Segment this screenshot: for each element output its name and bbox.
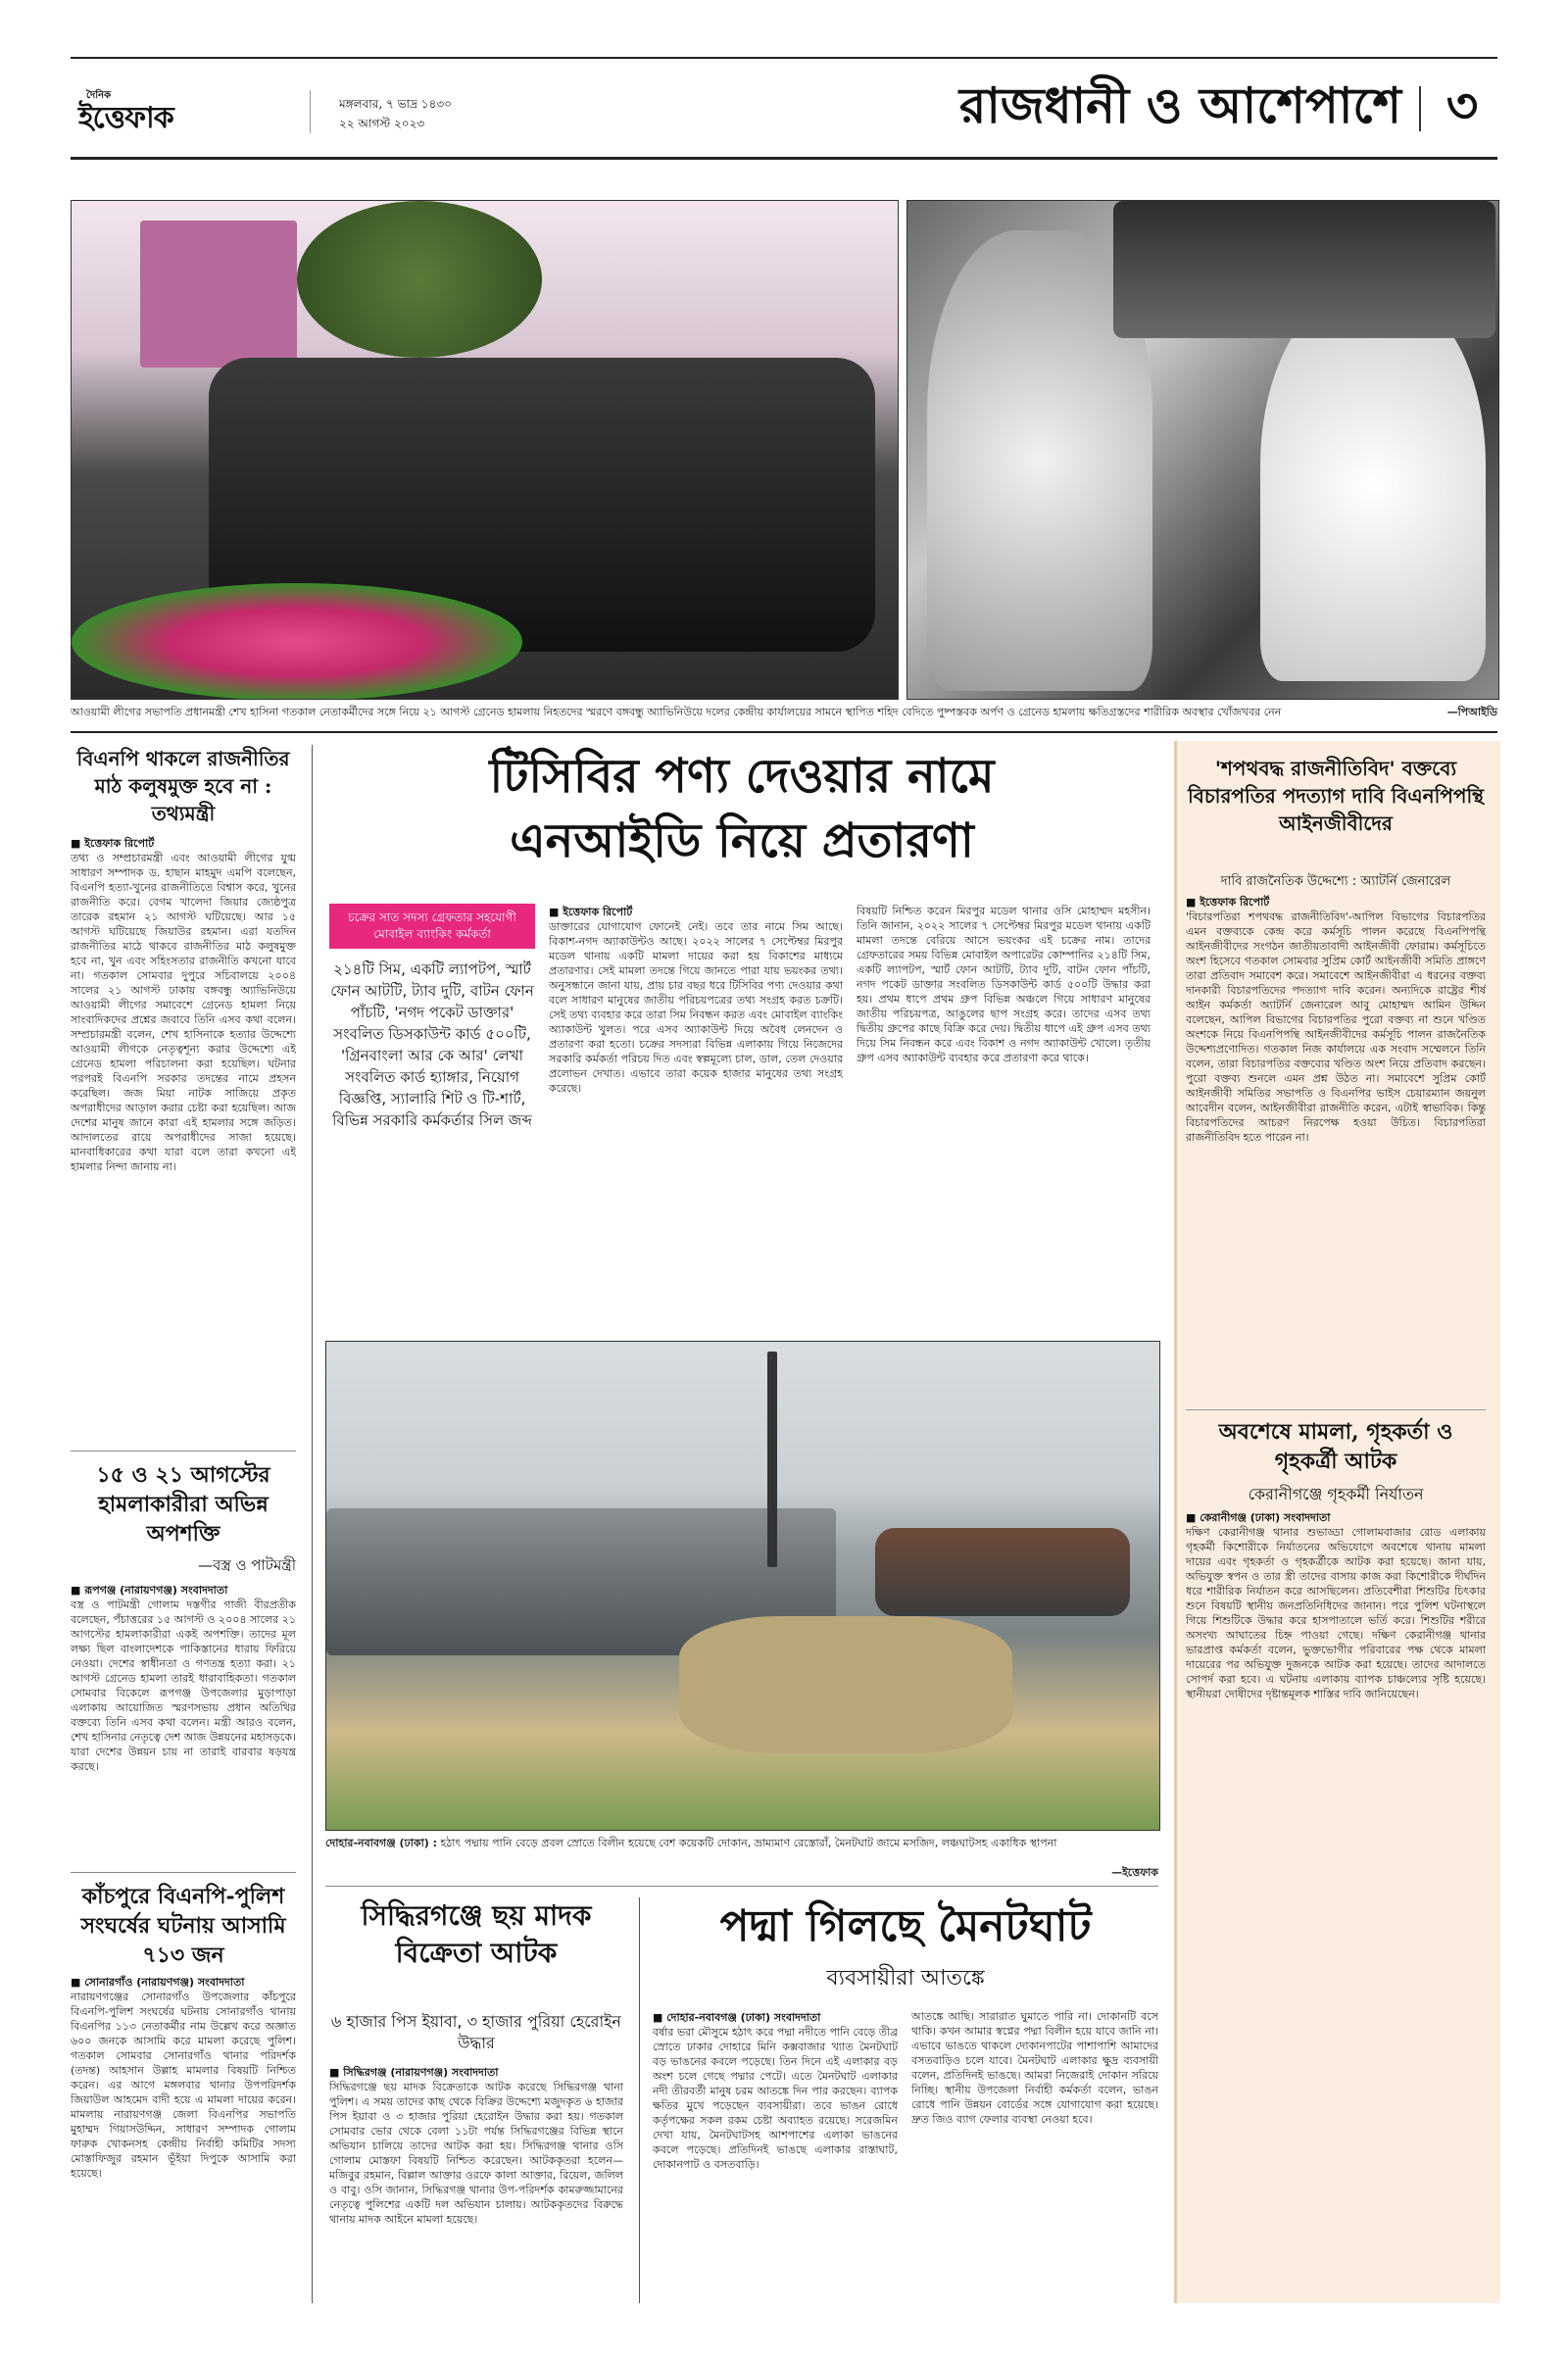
bottom-right-dateline: ■ দোহার-নবাবগঞ্জ (ঢাকা) সংবাদদাতা xyxy=(653,2011,821,2024)
right-article1-sub: দাবি রাজনৈতিক উদ্দেশ্যে : অ্যাটর্নি জেনারেল xyxy=(1220,874,1451,889)
bottom-right-sub: ব্যবসায়ীরা আতঙ্কে xyxy=(826,1966,985,1991)
page-number-divider xyxy=(1419,86,1421,131)
section-title: রাজধানী ও আশেপাশে xyxy=(958,76,1401,134)
lead-box-body: ২১৪টি সিম, একটি ল্যাপটপ, স্মার্ট ফোন আটটি, ট্যাব দুটি, বাটন ফোন পাঁচটি, 'নগদ পকেট ডাক্তার' সংবলিত ডিসকাউন্ট কার্ড ৫০০টি, 'গ্রিনবাংলা আর কে আর' লেখা সংবলিত কার্ড হ্যাঙ্গার, নিয়োগ বিজ্ঞপ্তি, স্যালারি শিট ও টি-শার্ট, বিভিন্ন সরকারি কর্মকর্তার সিল জব্দ xyxy=(330,960,534,1129)
photo-tower xyxy=(767,1352,777,1567)
masthead-divider xyxy=(310,90,311,133)
bottom-divider xyxy=(639,1897,640,2303)
middle-photo-credit: —ইত্তেফাক xyxy=(1111,1866,1158,1879)
photo-bottom-rule xyxy=(71,731,1497,733)
middle-photo-caption-text: হঠাৎ পদ্মায় পানি বেড়ে প্রবল স্রোতে বিলীন হয়েছে বেশ কয়েকটি দোকান, ভ্রাম্যমাণ রেস্তোরাঁ, মৈনটঘাট জামে মসজিদ, লঞ্চঘাটসহ একাধিক স্থাপনা xyxy=(440,1837,1057,1849)
middle-photo-rule xyxy=(325,1886,1158,1887)
photo-tree xyxy=(297,201,542,358)
left-article3-headline: কাঁচপুরে বিএনপি-পুলিশ সংঘর্ষের ঘটনায় আসামি ৭১৩ জন xyxy=(80,1884,286,1968)
photo-broken-embankment xyxy=(679,1616,1012,1753)
lead-headline-line1: টিসিবির পণ্য দেওয়ার নামে xyxy=(489,749,995,804)
bottom-right-headline: পদ্মা গিলছে মৈনটঘাট xyxy=(719,1901,1092,1951)
photo-injured-meeting xyxy=(906,200,1499,700)
masthead-bottom-rule xyxy=(71,157,1497,160)
left-column-divider xyxy=(312,745,313,2303)
middle-photo-caption-place: দোহার-নবাবগঞ্জ (ঢাকা) : xyxy=(325,1837,438,1849)
photo-flower-wreath xyxy=(72,583,522,700)
left-article3-dateline: ■ সোনারগাঁও (নারায়ণগঞ্জ) সংবাদদাতা xyxy=(71,1976,245,1989)
logo-text: ইত্তেফাক xyxy=(78,101,173,135)
bottom-left-sub: ৬ হাজার পিস ইয়াবা, ৩ হাজার পুরিয়া হেরোইন উদ্ধার xyxy=(331,2012,621,2052)
photo-poster xyxy=(140,221,297,368)
lead-highlight-box xyxy=(329,904,535,1315)
date-english: ২২ আগস্ট ২০২৩ xyxy=(339,117,425,130)
bottom-right-body-col2: আতঙ্কে আছি। সারারাত ঘুমাতে পারি না। দোকানটি বসে থাকি। কখন আমার স্বপ্নের পদ্মা বিলীন হয়ে যাবে জানি না। এভাবে ভাঙতে থাকলে দোকানপাটের পাশাপাশি আমাদের বসতবাড়িও চলে যাবে। মৈনটঘাট এলাকার ক্ষুদ্র ব্যবসায়ী বলেন, প্রতিদিনই ভাঙছে। আমরা নিজেরাই দোকান সরিয়ে নিচ্ছি। স্থানীয় উপজেলা নির্বাহী কর্মকর্তা বলেন, ভাঙন রোধে পানি উন্নয়ন বোর্ডের সঙ্গে যোগাযোগ করা হয়েছে। দ্রুত জিও ব্যাগ ফেলার ব্যবস্থা নেওয়া হবে। xyxy=(911,2010,1158,2126)
photo-river-erosion xyxy=(325,1341,1160,1831)
top-photo-caption-text: আওয়ামী লীগের সভাপতি প্রধানমন্ত্রী শেখ হাসিনা গতকাল নেতাকর্মীদের সঙ্গে নিয়ে ২১ আগস্ট গ্রেনেড হামলায় নিহতদের স্মরণে বঙ্গবন্ধু অ্যাভিনিউয়ে দলের কেন্দ্রীয় কার্যালয়ের সামনে স্থাপিত শহিদ বেদিতে পুষ্পস্তবক অর্পণ ও গ্রেনেড হামলায় ক্ষতিগ্রস্তদের শারীরিক অবস্থার খোঁজখবর নেন xyxy=(71,706,1282,718)
right-article2-sub: কেরানীগঞ্জে গৃহকর্মী নির্যাতন xyxy=(1248,1485,1424,1503)
left-article1-dateline: ■ ইত্তেফাক রিপোর্ট xyxy=(71,837,155,850)
photo-crying-woman xyxy=(1260,289,1486,681)
photo-crowd xyxy=(1113,201,1495,338)
left-article1-headline: বিএনপি থাকলে রাজনীতির মাঠ কলুষমুক্ত হবে না : তথ্যমন্ত্রী xyxy=(76,747,290,825)
photo-wreath-laying xyxy=(71,200,899,700)
left-article1-body: তথ্য ও সম্প্রচারমন্ত্রী এবং আওয়ামী লীগের যুগ্ম সাধারণ সম্পাদক ড. হাছান মাহমুদ এমপি বলেছেন, বিএনপি হত্যা-খুনের রাজনীতিতে বিশ্বাস করে, খুনের রাজনীতি করে। বেগম খালেদা জিয়ার জ্যেষ্ঠপুত্র তারেক রহমান ২১ আগস্ট ঘটিয়েছে। আর ১৫ আগস্ট ঘটিয়েছে জিয়াউর রহমান। এরা যতদিন রাজনীতির মাঠে থাকবে রাজনীতির মাঠ কলুষমুক্ত হবে না, খুন এবং সহিংসতার রাজনীতি কখনো যাবে না। গতকাল সোমবার দুপুরে সচিবালয়ে ২০০৪ সালের ২১ আগস্ট ঢাকায় বঙ্গবন্ধু অ্যাভিনিউয়ে আওয়ামী লীগের সমাবেশে গ্রেনেড হামলা নিয়ে সাংবাদিকদের প্রশ্নের জবাবে তিনি এসব কথা বলেন। সম্প্রচারমন্ত্রী বলেন, শেখ হাসিনাকে হত্যার উদ্দেশ্যে আওয়ামী লীগকে নেতৃত্বশূন্য করার উদ্দেশ্যে এই গ্রেনেড হামলা পরিচালনা করা হয়েছিল। ঘটনার পরপরই বিএনপি সরকার তদন্তের নামে প্রহসন করেছিল। জজ মিয়া নাটক সাজিয়ে প্রকৃত অপরাধীদের আড়াল করার চেষ্টা করা হয়েছিল। আজ দেশের মানুষ জানে কারা এই হামলার সঙ্গে জড়িত। আদালতের রায়ে অপরাধীদের সাজা হয়েছে। মানবাধিকারের কথা যারা বলে তারা কখনো এই হামলার নিন্দা জানায় না। xyxy=(71,852,296,1173)
right-article1-dateline: ■ ইত্তেফাক রিপোর্ট xyxy=(1186,896,1270,909)
left-article2-body: বস্ত্র ও পাটমন্ত্রী গোলাম দস্তগীর গাজী বীরপ্রতীক বলেছেন, পঁচাত্তরের ১৫ আগস্ট ও ২০০৪ সালের ২১ আগস্টের হামলাকারীরা একই অপশক্তি। তাদের মূল লক্ষ্য ছিল বাংলাদেশকে পাকিস্তানের ধারায় ফিরিয়ে নেওয়া। দেশের স্বাধীনতা ও গণতন্ত্র হত্যা করা। ২১ আগস্ট গ্রেনেড হামলা তারই ধারাবাহিকতা। গতকাল সোমবার বিকেলে রূপগঞ্জ উপজেলার মুড়াপাড়া এলাকায় আয়োজিত স্মরণসভায় প্রধান অতিথির বক্তব্যে তিনি এসব কথা বলেন। মন্ত্রী আরও বলেন, শেখ হাসিনার নেতৃত্বে দেশ আজ উন্নয়নের মহাসড়কে। যারা দেশের উন্নয়ন চায় না তারাই বারবার ষড়যন্ত্র করছে। xyxy=(71,1599,296,1773)
right-article1-body: 'বিচারপতিরা শপথবদ্ধ রাজনীতিবিদ'-আপিল বিভাগের বিচারপতির এমন বক্তব্যকে কেন্দ্র করে কর্মসূচি পালন করেছে বিএনপিপন্থি আইনজীবীদের সংগঠন জাতীয়তাবাদী আইনজীবী ফোরাম। কর্মসূচিতে অংশ হিসেবে গতকাল সোমবার সুপ্রিম কোর্ট আইনজীবী সমিতি প্রাঙ্গণে তারা প্রতিবাদ সমাবেশ করে। সমাবেশে আইনজীবীরা এ ধরনের বক্তব্য দানকারী বিচারপতিদের পদত্যাগ দাবি করেন। অন্যদিকে রাষ্ট্রের শীর্ষ আইন কর্মকর্তা অ্যাটর্নি জেনারেল আবু মোহাম্মদ আমিন উদ্দিন বলেছেন, আপিল বিভাগের বিচারপতির পুরো বক্তব্য না শুনে খণ্ডিত অংশকে নিয়ে বিএনপিপন্থি আইনজীবীদের কর্মসূচি পালন রাজনৈতিক উদ্দেশ্যপ্রণোদিত। গতকাল নিজ কার্যালয়ে এক সংবাদ সম্মেলনে তিনি বলেন, তারা বিচারপতির বক্তব্যের খণ্ডিত অংশ নিয়ে প্রতিবাদ করছেন। পুরো বক্তব্য শুনলে এমন প্রশ্ন উঠত না। সমাবেশে সুপ্রিম কোর্ট আইনজীবী সমিতির সভাপতি ও বিএনপির ভাইস চেয়ারম্যান জয়নুল আবেদীন বলেন, আইনজীবীরা রাজনীতি করেন, এটাই স্বাভাবিক। কিন্তু বিচারপতিদের আচরণ নিরপেক্ষ হওয়া উচিত। বিচারপতিরা রাজনীতিবিদ হতে পারেন না। xyxy=(1186,910,1486,1144)
photo-crowd-riverbank xyxy=(875,1528,1130,1616)
page-number: ৩ xyxy=(1446,76,1479,134)
logo-small: দৈনিক xyxy=(86,90,112,101)
left-rule-2 xyxy=(71,1872,296,1873)
left-article3-body: নারায়ণগঞ্জের সোনারগাঁও উপজেলার কাঁচপুরে বিএনপি-পুলিশ সংঘর্ষের ঘটনায় সোনারগাঁও থানায় বিএনপির ১১৩ নেতাকর্মীর নাম উল্লেখ করে অজ্ঞাত ৬০০ জনকে আসামি করে মামলা করেছে পুলিশ। গতকাল সোমবার সোনারগাঁও থানার পরিদর্শক (তদন্ত) আহসান উল্লাহ মামলার বিষয়টি নিশ্চিত করেন। এর আগে মঙ্গলবার থানার উপপরিদর্শক জিয়াউল আহমেদ বাদী হয়ে এ মামলা দায়ের করেন। মামলায় নারায়ণগঞ্জ জেলা বিএনপির সভাপতি মুহাম্মদ গিয়াসউদ্দিন, সাধারণ সম্পাদক গোলাম ফারুক খোকনসহ কেন্দ্রীয় নির্বাহী কমিটির সদস্য মোস্তাফিজুর রহমান ভূঁইয়া দিপুকে আসামি করা হয়েছে। xyxy=(71,1991,296,2180)
bottom-left-dateline: ■ সিদ্ধিরগঞ্জ (নারায়ণগঞ্জ) সংবাদদাতা xyxy=(329,2066,499,2079)
masthead-date xyxy=(339,94,452,133)
middle-photo-caption xyxy=(325,1837,1158,1850)
right-article1-headline: 'শপথবদ্ধ রাজনীতিবিদ' বক্তব্যে বিচারপতির পদত্যাগ দাবি বিএনপিপন্থি আইনজীবীদের xyxy=(1187,757,1484,835)
bottom-left-body: সিদ্ধিরগঞ্জে ছয় মাদক বিক্রেতাকে আটক করেছে সিদ্ধিরগঞ্জ থানা পুলিশ। এ সময় তাদের কাছ থেকে বিক্রির উদ্দেশ্যে মজুদকৃত ৬ হাজার পিস ইয়াবা ও ৩ হাজার পুরিয়া হেরোইন উদ্ধার করা হয়। গতকাল সোমবার ভোর থেকে বেলা ১১টা পর্যন্ত সিদ্ধিরগঞ্জের বিভিন্ন স্থানে অভিযান চালিয়ে তাদের আটক করা হয়। সিদ্ধিরগঞ্জ থানার ওসি গোলাম মোস্তফা বিষয়টি নিশ্চিত করেছেন। আটককৃতরা হলেন—মজিবুর রহমান, বিল্লাল আক্তার ওরফে কালা আক্তার, রিয়েল, জলিল ও বাবু। ওসি জানান, সিদ্ধিরগঞ্জ থানার উপ-পরিদর্শক কামরুজ্জামানের নেতৃত্বে পুলিশের একটি দল অভিযান চালায়। আটককৃতদের বিরুদ্ধে থানায় মাদক আইনে মামলা হয়েছে। xyxy=(329,2081,623,2226)
date-bengali: মঙ্গলবার, ৭ ভাদ্র ১৪৩০ xyxy=(339,97,452,111)
left-article2-sub: —বস্ত্র ও পাটমন্ত্রী xyxy=(198,1556,296,1574)
top-photo-caption xyxy=(71,706,1433,719)
masthead-top-rule xyxy=(71,57,1497,59)
logo xyxy=(71,84,296,133)
left-article2-dateline: ■ রূপগঞ্জ (নারায়ণগঞ্জ) সংবাদদাতা xyxy=(71,1584,228,1597)
bottom-left-headline: সিদ্ধিরগঞ্জে ছয় মাদক বিক্রেতা আটক xyxy=(361,1899,592,1969)
lead-headline-line2: এনআইডি নিয়ে প্রতারণা xyxy=(510,813,974,868)
lead-box-header: চক্রের সাত সদস্য গ্রেফতার সহযোগী মোবাইল ব্যাংকিং কর্মকর্তা xyxy=(329,904,535,949)
left-article2-headline: ১৫ ও ২১ আগস্টের হামলাকারীরা অভিন্ন অপশক্তি xyxy=(96,1462,270,1547)
right-rule xyxy=(1186,1409,1486,1410)
bottom-right-body-col1: বর্ষার ভরা মৌসুমে হঠাৎ করে পদ্মা নদীতে পানি বেড়ে তীব্র স্রোতে ঢাকার দোহারে মিনি কক্সবাজার খ্যাত মৈনটঘাট বড় ভাঙনের কবলে পড়েছে। তিন দিনে এই এলাকার বড় অংশ চলে গেছে পদ্মার পেটে। এতে মৈনটঘাট এলাকার নদী তীরবর্তী মানুষ চরম আতঙ্কে দিন পার করছেন। ব্যাপক ক্ষতির মুখে পড়েছেন ব্যবসায়ীরা। তবে ভাঙন রোধে কর্তৃপক্ষের সকল রকম চেষ্টা অব্যাহত রয়েছে। সরেজমিন দেখা যায়, মৈনটঘাটসহ আশপাশের এলাকা ভাঙনের কবলে পড়েছে। প্রতিদিনই ভাঙছে এলাকার রাস্তাঘাট, দোকানপাট ও বসতবাড়ি। xyxy=(653,2026,898,2171)
right-article2-dateline: ■ কেরানীগঞ্জ (ঢাকা) সংবাদদাতা xyxy=(1186,1511,1331,1524)
lead-body-col2: বিষয়টি নিশ্চিত করেন মিরপুর মডেল থানার ওসি মোহাম্মদ মহসীন। তিনি জানান, ২০২২ সালের ৭ সেপ্টেম্বর মিরপুর মডেল থানায় একটি মামলা তদন্তে বেরিয়ে আসে ভয়ংকর এই চক্রের নাম। তাদের গ্রেফতারের সময় বিভিন্ন মোবাইল অপারেটর কোম্পানির ২১৪টি সিম, একটি ল্যাপটপ, স্মার্ট ফোন আটটি, ট্যাব দুটি, বাটন ফোন পাঁচটি, নগদ পকেট ডাক্তার সংবলিত ডিসকাউন্ট কার্ড ৫০০টি উদ্ধার করা হয়। প্রথম ধাপে প্রথম গ্রুপ বিভিন্ন অঞ্চলে গিয়ে সাধারণ মানুষের জাতীয় পরিচয়পত্র, আঙুলের ছাপ সংগ্রহ করে। তাদের এসব তথ্য দ্বিতীয় গ্রুপের কাছে বিক্রি করে দেয়। দ্বিতীয় ধাপে এই গ্রুপ এসব তথ্য দিয়ে সিম নিবন্ধন করে এবং বিকাশ ও নগদ অ্যাকাউন্ট খোলে। তৃতীয় গ্রুপ এসব অ্যাকাউন্ট ব্যবহার করে প্রতারণা করে থাকে। xyxy=(857,905,1151,1064)
right-article2-body: দক্ষিণ কেরানীগঞ্জ থানার শুভাড্ডা গোলামবাজার রোড এলাকায় গৃহকর্মী কিশোরীকে নির্যাতনের অভিযোগে অবশেষে থানায় মামলা দায়ের এবং গৃহকর্তা ও গৃহকর্ত্রীকে আটক করা হয়েছে। জানা যায়, অভিযুক্ত স্বপন ও তার স্ত্রী তাদের বাসায় কাজ করা কিশোরীকে দীর্ঘদিন ধরে শারীরিক নির্যাতন করে আসছিলেন। প্রতিবেশীরা শিশুটির চিৎকার শুনে বিষয়টি স্থানীয় জনপ্রতিনিধিদের জানান। পরে পুলিশ ঘটনাস্থলে গিয়ে শিশুটিকে উদ্ধার করে হাসপাতালে ভর্তি করে। শিশুটির শরীরে অসংখ্য আঘাতের চিহ্ন পাওয়া গেছে। দক্ষিণ কেরানীগঞ্জ থানার ভারপ্রাপ্ত কর্মকর্তা বলেন, ভুক্তভোগীর পরিবারের পক্ষ থেকে মামলা দায়েরের পর অভিযুক্ত দুজনকে আটক করা হয়েছে। তাদের আদালতে সোপর্দ করা হবে। এ ঘটনায় এলাকায় ব্যাপক চাঞ্চল্যের সৃষ্টি হয়েছে। স্থানীয়রা দোষীদের দৃষ্টান্তমূলক শাস্তির দাবি জানিয়েছেন। xyxy=(1186,1526,1486,1700)
lead-body-col1: ডাক্তারের যোগাযোগ ফোনেই নেই। তবে তার নামে সিম আছে। বিকাশ-নগদ অ্যাকাউন্টও আছে। ২০২২ সালের ৭ সেপ্টেম্বর মিরপুর মডেল থানায় একটি মামলা দায়ের করা হয় বিকাশের মাধ্যমে প্রতারণার। সেই মামলা তদন্তে গিয়ে জানতে পারা যায় ভয়ংকর তথ্য। অনুসন্ধানে জানা যায়, প্রায় চার বছর ধরে টিসিবির পণ্য দেওয়ার কথা বলে সাধারণ মানুষের জাতীয় পরিচয়পত্রের তথ্য সংগ্রহ করত চক্রটি। সেই তথ্য ব্যবহার করে তারা সিম নিবন্ধন করত এবং মোবাইল ব্যাংকিং অ্যাকাউন্ট খুলত। পরে এসব অ্যাকাউন্ট দিয়ে অবৈধ লেনদেন ও প্রতারণা করা হতো। চক্রের সদস্যরা বিভিন্ন এলাকায় গিয়ে নিজেদের সরকারি কর্মকর্তা পরিচয় দিত এবং স্বল্পমূল্যে চাল, ডাল, তেল দেওয়ার প্রলোভন দেখাত। এভাবে তারা কয়েক হাজার মানুষের তথ্য সংগ্রহ করেছে। xyxy=(549,920,843,1095)
right-article2-headline: অবশেষে মামলা, গৃহকর্তা ও গৃহকর্ত্রী আটক xyxy=(1218,1419,1453,1474)
lead-dateline: ■ ইত্তেফাক রিপোর্ট xyxy=(549,906,633,918)
top-photo-credit: —পিআইডি xyxy=(1446,706,1497,718)
